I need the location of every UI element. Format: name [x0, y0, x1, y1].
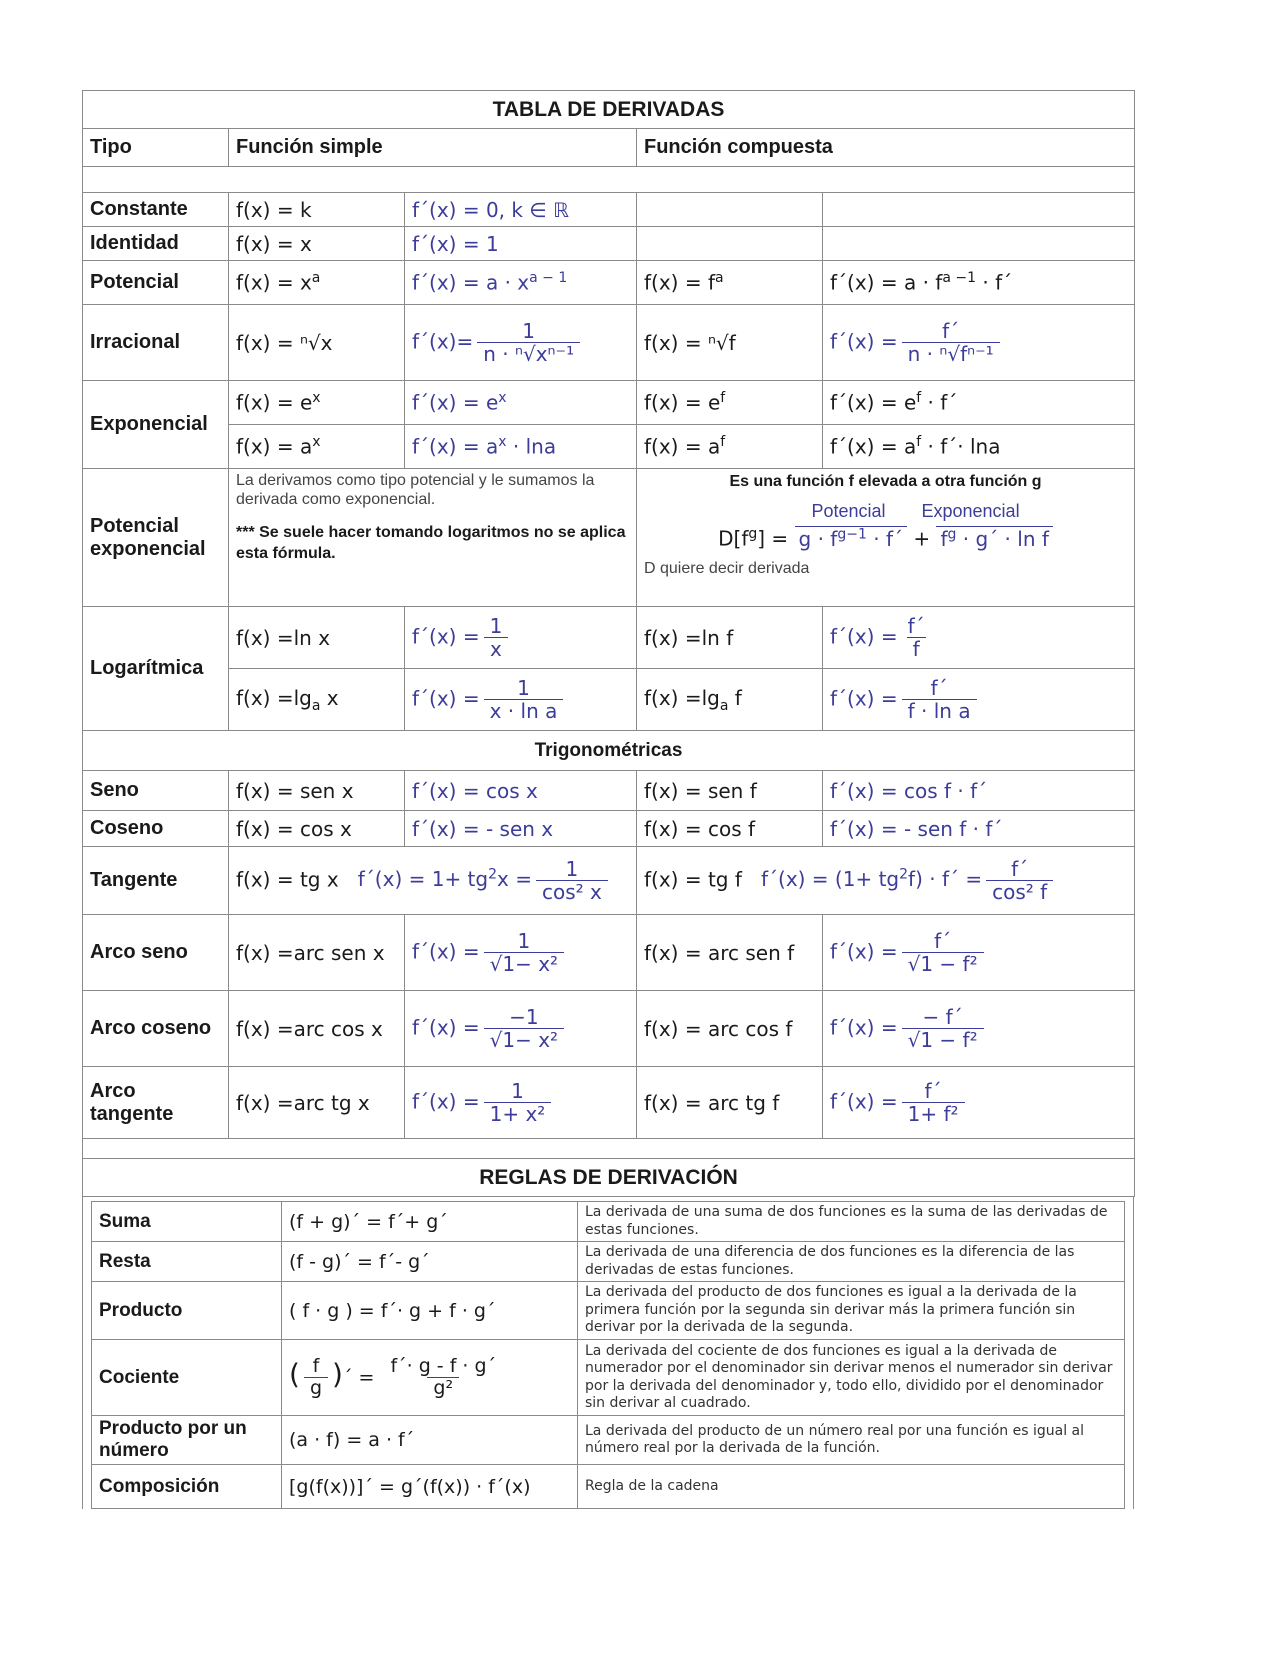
simple-function: f(x) = cos x [229, 811, 405, 847]
composite-derivative: f´(x) = $a^f$ · f´· lna [823, 425, 1135, 469]
simple-function: f(x) =arc tg x [229, 1067, 405, 1139]
table-row [83, 811, 1135, 847]
composite-function: $f(x) =\lg_a$ f [637, 669, 823, 731]
composite-derivative: f´(x) = $\frac{f´}{f}$ [823, 607, 1135, 669]
composite-derivative: f´(x) = cos f · f´ [823, 771, 1135, 811]
composite-function: f(x) = arc cos f [637, 991, 823, 1067]
rules-table [91, 1201, 1125, 1509]
rule-name: Composición [92, 1465, 282, 1509]
composite-function: f(x) = tg f f´(x) = $(1+ tg^2f)$ · f´ = $\frac{f´}{\text{cos² f}}$ [637, 847, 1135, 915]
rule-name: Suma [92, 1202, 282, 1242]
table-row [92, 1242, 1125, 1282]
header-compuesta: Función compuesta [637, 129, 1135, 167]
rule-formula: (a · f) = a · f´ [282, 1416, 578, 1465]
simple-function: f(x) = sen x [229, 771, 405, 811]
potexp-formula-cell [637, 469, 1135, 607]
table-row [83, 1067, 1135, 1139]
row-name: Exponencial [83, 381, 229, 469]
table-row [92, 1416, 1125, 1465]
rule-formula: (f - g)´ = f´- g´ [282, 1242, 578, 1282]
simple-function: f(x) = x [229, 227, 405, 261]
label-exponencial: Exponencial [921, 501, 1020, 521]
row-name: Arco coseno [83, 991, 229, 1067]
table-row [83, 193, 1135, 227]
table-row [83, 381, 1135, 425]
table-row [83, 669, 1135, 731]
row-name: Logarítmica [83, 607, 229, 731]
derivatives-table [82, 90, 1135, 1197]
simple-derivative: f´(x) = $a \cdot x^{a - 1}$ [405, 261, 637, 305]
rule-formula: (f + g)´ = f´+ g´ [282, 1202, 578, 1242]
simple-derivative: f´(x) = $e^x$ [405, 381, 637, 425]
table-row [92, 1202, 1125, 1242]
simple-function: $f(x) = e^x$ [229, 381, 405, 425]
table-row [83, 425, 1135, 469]
spacer-row [83, 1139, 1135, 1159]
rule-formula: [g(f(x))]´ = g´(f(x)) · f´(x) [282, 1465, 578, 1509]
simple-function: $f(x) =\lg_a$ x [229, 669, 405, 731]
table-row [83, 847, 1135, 915]
row-name: Arco seno [83, 915, 229, 991]
composite-function: $f(x) = e^f$ [637, 381, 823, 425]
potexp-heading: Es una función f elevada a otra función g [729, 473, 1042, 490]
potexp-text: La derivamos como tipo potencial y le sumamos la derivada como exponencial. [236, 472, 595, 509]
table-row [83, 607, 1135, 669]
row-name: Irracional [83, 305, 229, 381]
table-row [83, 305, 1135, 381]
rule-name: Resta [92, 1242, 282, 1282]
composite-derivative: f´(x) = - sen f · f´ [823, 811, 1135, 847]
header-simple: Función simple [229, 129, 637, 167]
simple-derivative: f´(x) = cos x [405, 771, 637, 811]
rules-wrapper [82, 1197, 1134, 1509]
composite-function: f(x) = arc tg f [637, 1067, 823, 1139]
composite-derivative: f´(x) = $\frac{f´}{\text{1+ f²}}$ [823, 1067, 1135, 1139]
table-row [92, 1465, 1125, 1509]
rules-title: REGLAS DE DERIVACIÓN [83, 1159, 1135, 1197]
table-row [83, 227, 1135, 261]
simple-derivative: f´(x) = 1 [405, 227, 637, 261]
table-row [83, 991, 1135, 1067]
composite-function: f(x) = sen f [637, 771, 823, 811]
rule-description: La derivada del producto de un número real por una función es igual al número real por la derivada de la función. [578, 1416, 1125, 1465]
composite-function: f(x) = ⁿ√f [637, 305, 823, 381]
rule-description: Regla de la cadena [578, 1465, 1125, 1509]
composite-derivative: f´(x) = $\frac{f´}{\text{f · ln a}}$ [823, 669, 1135, 731]
simple-derivative: f´(x) = - sen x [405, 811, 637, 847]
composite-function: $f(x) = f^a$ [637, 261, 823, 305]
composite-function: $f(x) = a^f$ [637, 425, 823, 469]
derivatives-document [82, 90, 1134, 1509]
rule-name: Cociente [92, 1340, 282, 1416]
simple-derivative: f´(x) = $\frac{1}{\text{√1− x²}}$ [405, 915, 637, 991]
potexp-explanation [229, 469, 637, 607]
simple-derivative: f´(x)= $\frac{1}{\text{n · ⁿ√xⁿ⁻¹}}$ [405, 305, 637, 381]
table-row [92, 1282, 1125, 1340]
row-name: Tangente [83, 847, 229, 915]
composite-function: f(x) = cos f [637, 811, 823, 847]
table-title: TABLA DE DERIVADAS [83, 91, 1135, 129]
rule-description: La derivada del producto de dos funciones es igual a la derivada de la primera función por la segunda sin derivar más la primera función sin derivar por la derivada de la segunda. [578, 1282, 1125, 1340]
rule-description: La derivada de una diferencia de dos funciones es la diferencia de las derivadas de estas funciones. [578, 1242, 1125, 1282]
simple-function: f(x) =ln x [229, 607, 405, 669]
row-name: Arco tangente [83, 1067, 229, 1139]
row-name: Constante [83, 193, 229, 227]
simple-function: $f(x) = a^x$ [229, 425, 405, 469]
label-potencial: Potencial [811, 501, 886, 521]
simple-derivative: f´(x) = 0, k ∈ ℝ [405, 193, 637, 227]
row-name: Potencial [83, 261, 229, 305]
potexp-note: D quiere decir derivada [644, 559, 810, 577]
rule-description: La derivada de una suma de dos funciones es la suma de las derivadas de estas funciones. [578, 1202, 1125, 1242]
simple-function: f(x) = ⁿ√x [229, 305, 405, 381]
composite-function: f(x) = arc sen f [637, 915, 823, 991]
simple-derivative: f´(x) = $\frac{1}{\text{1+ x²}}$ [405, 1067, 637, 1139]
row-name: Potencial exponencial [83, 469, 229, 607]
row-name: Identidad [83, 227, 229, 261]
simple-function: $f(x) = x^a$ [229, 261, 405, 305]
composite-derivative: f´(x) = $e^f$ · f´ [823, 381, 1135, 425]
potexp-warning: *** Se suele hacer tomando logaritmos no se aplica esta fórmula. [236, 524, 626, 563]
section-trigonometricas: Trigonométricas [83, 731, 1135, 771]
composite-derivative: f´(x) = $\frac{f´}{\text{n · ⁿ√fⁿ⁻¹}}$ [823, 305, 1135, 381]
simple-function: f(x) =arc cos x [229, 991, 405, 1067]
rule-description: La derivada del cociente de dos funciones es igual a la derivada de numerador por el denominador sin derivar menos el numerador sin derivar por la derivada del denominador y, todo ello, dividido por el denominador sin derivar al cuadrado. [578, 1340, 1125, 1416]
composite-derivative: f´(x) = $\frac{- f´}{\text{√1 − f²}}$ [823, 991, 1135, 1067]
rule-name: Producto por un número [92, 1416, 282, 1465]
table-row [83, 469, 1135, 607]
header-tipo: Tipo [83, 129, 229, 167]
row-name: Coseno [83, 811, 229, 847]
table-row [83, 915, 1135, 991]
rule-formula: ( f · g ) = f´· g + f · g´ [282, 1282, 578, 1340]
simple-derivative: f´(x) = $\frac{-1}{\text{√1− x²}}$ [405, 991, 637, 1067]
simple-function: f(x) = k [229, 193, 405, 227]
table-row [92, 1340, 1125, 1416]
table-row [83, 771, 1135, 811]
row-name: Seno [83, 771, 229, 811]
composite-derivative: f´(x) = $\frac{f´}{\text{√1 − f²}}$ [823, 915, 1135, 991]
simple-function: f(x) =arc sen x [229, 915, 405, 991]
simple-derivative: f´(x) = $\frac{1}{\text{x · ln a}}$ [405, 669, 637, 731]
simple-derivative: f´(x) = $a^x \cdot \ln a$ [405, 425, 637, 469]
table-row [83, 261, 1135, 305]
rule-formula: ( $\frac{f}{g}$ )´ = $\frac{f´\cdot g - f \cdot g´}{\text{g²}}$ [282, 1340, 578, 1416]
simple-function: f(x) = tg x f´(x) = $1+ tg^2x$ = $\frac{1}{\text{cos² x}}$ [229, 847, 637, 915]
rule-name: Producto [92, 1282, 282, 1340]
potexp-formula: $D[f^g] = g \cdot f^{g-1}$ · f´ + $f^g$ · g´ · ln f [644, 526, 1127, 551]
spacer-row [83, 167, 1135, 193]
composite-derivative: f´(x) = $a \cdot f^{a -1}$ · f´ [823, 261, 1135, 305]
simple-derivative: f´(x) = $\frac{1}{x}$ [405, 607, 637, 669]
composite-function: f(x) =ln f [637, 607, 823, 669]
